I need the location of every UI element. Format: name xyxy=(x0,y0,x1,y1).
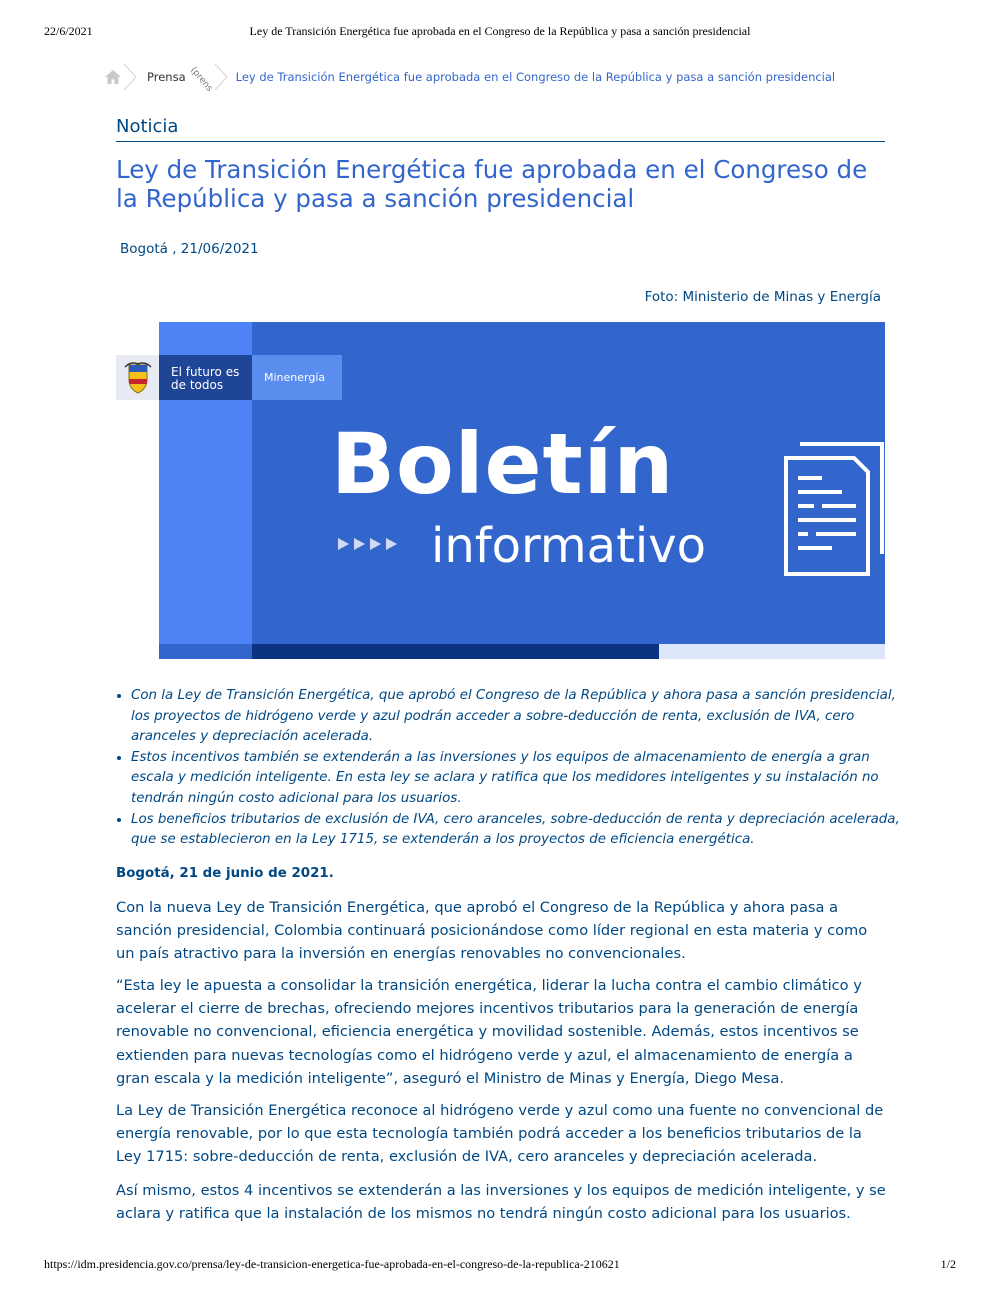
banner-futuro-label: El futuro es de todos xyxy=(159,355,252,400)
list-item: • Los beneficios tributarios de exclusión de IVA, cero aranceles, sobre-deducción de renta y depreciación acelerada, que se establecieron en la Ley 1715, se extenderán a los proyectos de eficiencia energética. xyxy=(131,810,901,851)
page-title: Ley de Transición Energética fue aprobada en el Congreso de la República y pasa a sanción presidencial xyxy=(116,155,868,213)
body-paragraph: La Ley de Transición Energética reconoce al hidrógeno verde y azul como una fuente no convencional de energía renovable, por lo que esta tecnología también podrá acceder a los beneficios tributarios de la Ley 1715: sobre-deducción de renta, exclusión de IVA, cero aranceles y depreciación acelerada. xyxy=(116,1102,884,1166)
lead-dateline: Bogotá, 21 de junio de 2021. xyxy=(116,866,334,881)
body-paragraph: Así mismo, estos 4 incentivos se extenderán a las inversiones y los equipos de medición inteligente, y se aclara y ratifica que la instalación de los mismos no tendrá ningún costo adicional para los usuarios. xyxy=(116,1182,886,1223)
chevron-right-icon xyxy=(123,64,137,90)
breadcrumb-fragment: (prens xyxy=(187,65,214,94)
banner-minenergia-label: Minenergía xyxy=(252,355,342,400)
play-arrows-icon xyxy=(338,538,397,550)
body-paragraph: Con la nueva Ley de Transición Energética, que aprobó el Congreso de la República y ahora pasa a sanción presidencial, Colombia continuará posicionándose como líder regional en esta materia y como un país atractivo para la inversión en energías renovables no convencionales. xyxy=(116,899,868,963)
document-icon xyxy=(784,442,884,577)
print-page-number: 1/2 xyxy=(940,1257,956,1271)
breadcrumb xyxy=(100,64,900,94)
section-label: Noticia xyxy=(116,116,885,142)
banner-footer-bar xyxy=(159,644,252,659)
body-paragraph: “Esta ley le apuesta a consolidar la transición energética, liderar la lucha contra el cambio climático y acelerar el cierre de brechas, ofreciendo mejores incentivos tributarios para la generación de energía renovable no convencional, eficiencia energética y movilidad sostenible. Además, estos incentivos se extienden para nuevas tecnologías como el hidrógeno verde y azul, el almacenamiento de energía a gran escala y la medición inteligente”, aseguró el Ministro de Minas y Energía, Diego Mesa. xyxy=(116,977,862,1087)
breadcrumb-current: Ley de Transición Energética fue aprobada en el Congreso de la República y pasa a sanción presidencial xyxy=(235,70,836,84)
chevron-right-icon xyxy=(214,64,228,90)
home-icon[interactable] xyxy=(103,67,123,87)
print-url: https://idm.presidencia.gov.co/prensa/ley-de-transicion-energetica-fue-aprobada-en-el-congreso-de-la-republica-210621 xyxy=(44,1257,620,1271)
breadcrumb-prensa-link[interactable]: Prensa xyxy=(147,70,186,84)
print-title: Ley de Transición Energética fue aprobada en el Congreso de la República y pasa a sanción presidencial xyxy=(249,24,751,38)
list-item: • Con la Ley de Transición Energética, que aprobó el Congreso de la República y ahora pasa a sanción presidencial, los proyectos de hidrógeno verde y azul podrán acceder a sobre-deducción de renta, exclusión de IVA, cero aranceles y depreciación acelerada. xyxy=(131,686,901,748)
banner-footer-bar xyxy=(252,644,659,659)
dateline: Bogotá , 21/06/2021 xyxy=(120,241,259,257)
summary-list xyxy=(116,686,901,851)
banner-image xyxy=(116,322,885,659)
photo-credit: Foto: Ministerio de Minas y Energía xyxy=(644,289,881,305)
banner-subtitle: informativo xyxy=(431,518,707,574)
list-item: • Estos incentivos también se extenderán a las inversiones y los equipos de almacenamiento de energía a gran escala y medición inteligente. En esta ley se aclara y ratifica que los medidores inteligentes y su instalación no tendrán ningún costo adicional para los usuarios. xyxy=(131,748,901,810)
banner-footer-bar xyxy=(659,644,885,659)
coat-of-arms-icon xyxy=(116,355,159,400)
print-date: 22/6/2021 xyxy=(44,24,93,38)
banner-title: Boletín xyxy=(331,415,675,513)
